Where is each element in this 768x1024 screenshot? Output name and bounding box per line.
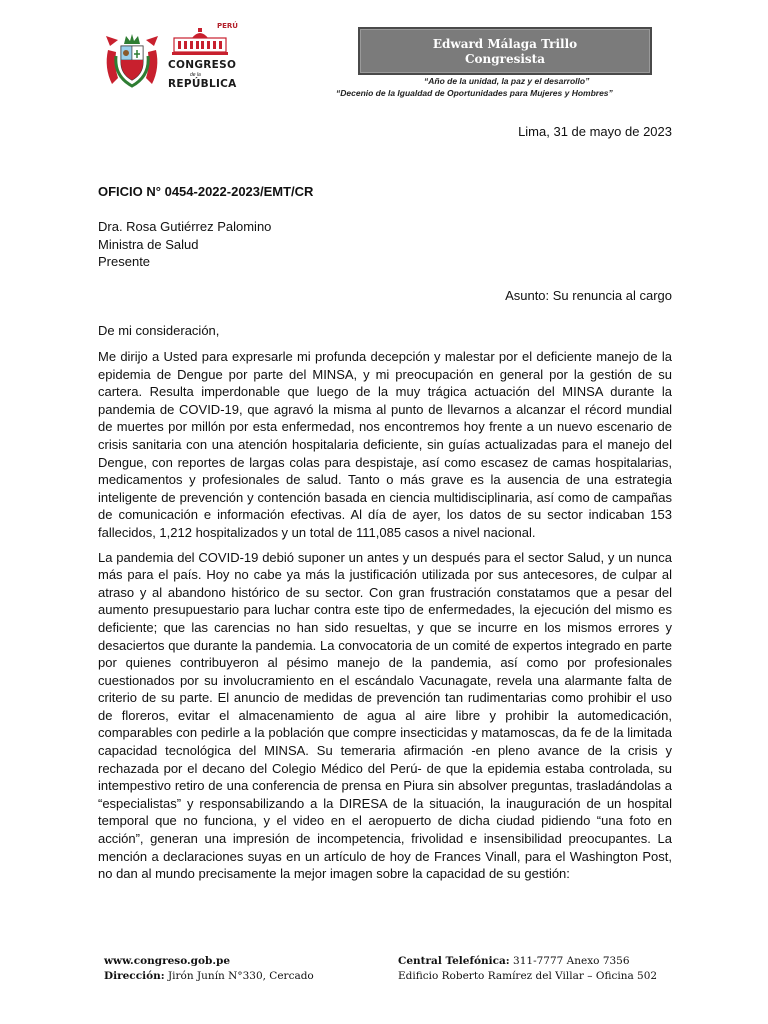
footer-website[interactable]: www.congreso.gob.pe xyxy=(104,955,231,967)
recipient-presente: Presente xyxy=(98,254,151,269)
footer-address-label: Dirección: xyxy=(104,970,165,982)
congreso-wordmark xyxy=(164,22,240,92)
recipient-title: Ministra de Salud xyxy=(98,236,199,252)
logo-republica-text: REPÚBLICA xyxy=(168,78,237,90)
peru-label: PERÚ xyxy=(217,22,238,30)
letter-reference: OFICIO N° 0454-2022-2023/EMT/CR xyxy=(98,184,314,199)
recipient-block xyxy=(98,218,271,271)
letter-date: Lima, 31 de mayo de 2023 xyxy=(518,124,672,139)
letter-body xyxy=(98,348,672,890)
coat-of-arms-icon xyxy=(104,28,160,90)
body-paragraph: Me dirijo a Usted para expresarle mi profunda decepción y malestar por el deficiente manejo de la epidemia de Dengue por parte del MINSA, y mi preocupación en general por la gestión de su cartera. Resulta imperdonable que luego de la muy trágica actuación del MINSA durante la pandemia de COVID-19, que agravó la misma al punto de llevarnos a alcanzar el récord mundial de muertes por millón por esta enfermedad, nos encontremos hoy frente a un nuevo escenario de crisis sanitaria con una atención hospitalaria deficiente, sin guías actualizadas para el manejo del Dengue, con reportes de largas colas para despistaje, así como escasez de camas hospitalarias, medicamentos y profesionales de salud. Tanto o más grave es la ausencia de una estrategia inteligente de prevención y contención basada en ciencia multidisciplinaria, así como de campañas de comunicación e información efectivas. Al día de ayer, los datos de su sector indicaban 153 fallecidos, 1,212 hospitalizados y un total de 111,085 casos a nivel nacional. xyxy=(98,349,672,540)
body-paragraph: La pandemia del COVID-19 debió suponer un antes y un después para el sector Salud, y un nunca más para el país. Hoy no cabe ya más la justificación utilizada por sus antecesores, de culpar al atraso y al abandono histórico de su sector. Con gran frustración constatamos que a pesar del aumento presupuestario para luchar contra este tipo de enfermedades, la ejecución del mismo es deficiente; que las carencias no han sido resueltas, y que se incurre en los mismos errores y desaciertos que durante la pandemia. La convocatoria de un comité de expertos integrado en parte por quienes contribuyeron al pésimo manejo de la pandemia, así como por profesionales cuestionados por su involucramiento en el escándalo Vacunagate, revela una alarmante falta de criterio de su parte. El anuncio de medidas de prevención tan rudimentarias como prohibir el uso de floreros, evitar el almacenamiento de agua al aire libre y prohibir la automedicación, comparables con pedirle a la población que compre insecticidas y matamoscas, da fe de la limitada capacidad tecnológica del MINSA. Su temeraria afirmación -en pleno avance de la crisis y rechazada por el decano del Colegio Médico del Perú- de que la epidemia estaba controlada, su intempestivo retiro de una conferencia de prensa en Piura sin absolver preguntas, trasladándolas a “especialistas” y responsabilizando a la DIRESA de la situación, la inauguración de un hospital temporal que no funciona, y el video en el aeropuerto de dicha ciudad pidiendo “una foto en acción”, generan una impresión de incompetencia, frivolidad e insensibilidad preocupantes. La mención a declaraciones suyas en un artículo de hoy de Frances Vinall, para el Washington Post, no dan al mundo precisamente la mejor imagen sobre la capacidad de su gestión: xyxy=(98,549,672,882)
footer-left xyxy=(104,954,314,984)
footer-address: Jirón Junín N°330, Cercado xyxy=(164,970,314,982)
footer-phone-label: Central Telefónica: xyxy=(398,955,510,967)
footer-phone: 311-7777 Anexo 7356 xyxy=(509,955,630,967)
recipient-name: Dra. Rosa Gutiérrez Palomino xyxy=(98,219,272,234)
building-icon xyxy=(170,28,230,56)
decade-slogan: “Decenio de la Igualdad de Oportunidades para Mujeres y Hombres” xyxy=(336,88,613,98)
congressman-role: Congresista xyxy=(464,52,545,66)
footer-building: Edificio Roberto Ramírez del Villar – Oficina 502 xyxy=(398,970,658,982)
year-slogan: “Año de la unidad, la paz y el desarrollo” xyxy=(424,76,590,86)
logo-congreso-text: CONGRESO xyxy=(168,59,237,71)
footer-right xyxy=(398,954,657,984)
logo-dela-text: de la xyxy=(190,72,201,78)
congressman-name: Edward Málaga Trillo xyxy=(432,37,578,51)
letter-subject: Asunto: Su renuncia al cargo xyxy=(505,288,672,303)
letter-greeting: De mi consideración, xyxy=(98,323,220,338)
congressman-name-box xyxy=(358,27,652,75)
congreso-logo xyxy=(104,22,240,92)
